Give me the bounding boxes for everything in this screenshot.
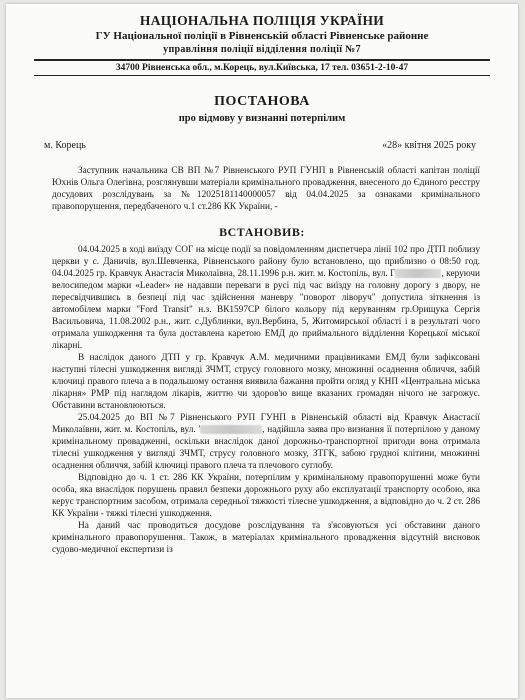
date: «28» квітня 2025 року — [382, 139, 476, 151]
body-paragraph-4: Відповідно до ч. 1 ст. 286 КК України, потерпілим у кримінальному правопорушенні може бути особа, яка внаслідок порушень правил безпеки дорожнього руху або експлуатації транспорту особою, яка керує транспортним засобом, отримала середньої тяжкості тілесне ушкодження, а відповідно до ч. 2 ст. 286 КК України - тяжкі тілесні ушкодження. — [52, 472, 480, 519]
header-line-1: НАЦІОНАЛЬНА ПОЛІЦІЯ УКРАЇНИ — [139, 13, 385, 28]
header-line-3: управління поліції відділення поліції №7 — [163, 43, 361, 55]
place: м. Корець — [44, 139, 86, 151]
body-paragraph-3-start: 25.04.2025 до ВП №7 Рівненського РУП ГУНП в Рівненській області від Кравчук Анастасії Миколаївни, жит. м. Костопіль, вул. ' — [52, 412, 480, 435]
body-paragraph-3-end: , надійшла заява про визнання її потерпілою у даному кримінальному провадженні, оскільки внаслідок даної дорожньо-транспортної пригоди вона отримала тілесні ушкодження у вигляді ЗЧМТ, струсу головного мозку, ЗТГК, забою грудної клітини, множинні осаднення обличчя, забій ключиці правого плеча та плечового суглобу. — [52, 424, 480, 471]
redacted-address-1 — [395, 269, 441, 278]
body-paragraph-1-end: , керуючи велосипедом марки «Leader» не надавши переваги в русі під час виїзду на головну дорогу з двору, не пересвідчившись в безпеці під час здійснення маневру "поворот ліворуч" допустила зіткнення із автомобілем марки "Ford Transit" н.з. ВК1597СР білого кольору під керуванням гр.Орищука Сергія Васильовича, 11.08.2002 р.н., жит. с.Дублинки, вул.Вербина, 5, Житомирської області і в результаті чого отримала ушкодження та була доставлена каретою ЕМД до приймального відділення Корецької міської лікарні. — [52, 268, 480, 351]
section-title: ВСТАНОВИВ: — [219, 224, 305, 239]
place-date-row — [44, 140, 476, 151]
document-subtitle: про відмову у визнанні потерпілим — [178, 112, 346, 124]
redacted-address-2 — [200, 425, 262, 434]
header-address: 34700 Рівненська обл., м.Корець, вул.Київська, 17 тел. 03651-2-10-47 — [34, 59, 490, 76]
body-paragraph-1 — [52, 244, 480, 352]
body-paragraph-5: На даний час проводиться досудове розслідування та з'ясовуються усі обставини даного кримінального правопорушення. Також, в матеріалах кримінального провадження відсутній висновок судово-медичної експертизи із — [52, 520, 480, 555]
document-title: ПОСТАНОВА — [214, 93, 310, 109]
header-line-2: ГУ Національної поліції в Рівненській області Рівненське районне — [95, 29, 429, 42]
body-paragraph-2: В наслідок даного ДТП у гр. Кравчук А.М. медичними працівниками ЕМД були зафіксовані наступні тілесні ушкодження вигляді ЗЧМТ, струсу головного мозку, множинні осаднення обличчя, забій ключиці правого плеча а в подальшому остання виявила бажання пройти огляд у КНП «Центральна міська лікарня» РМР під наглядом лікарів, життю чи здоров'ю вище вказаних громадян нічого не загрожує. Обставини встановлюються. — [52, 352, 480, 411]
body-paragraph-3 — [52, 412, 480, 472]
body-paragraph-1-start: 04.04.2025 в ході виїзду СОГ на місце події за повідомленням диспетчера лінії 102 про ДТП поблизу церкви у с. Даничів, вул.Шевченка, Рівненського району було встановлено, що приблизно о 08:50 год. 04.04.2025 гр. Кравчук Анастасія Миколаївна, 28.11.1996 р.н. жит. м. Костопіль, вул. Г — [52, 244, 480, 279]
intro-paragraph: Заступник начальника СВ ВП №7 Рівненського РУП ГУНП в Рівненській області капітан поліції Юхнів Ольга Олегівна, розглянувши матеріали кримінального провадження, внесеного до Єдиного реєстру досудових розслідувань за №12025181140000057 від 04.04.2025 за ознаками кримінального правопорушення, передбаченого ч.1 ст.286 КК України, - — [52, 165, 480, 212]
document-page — [6, 4, 518, 698]
